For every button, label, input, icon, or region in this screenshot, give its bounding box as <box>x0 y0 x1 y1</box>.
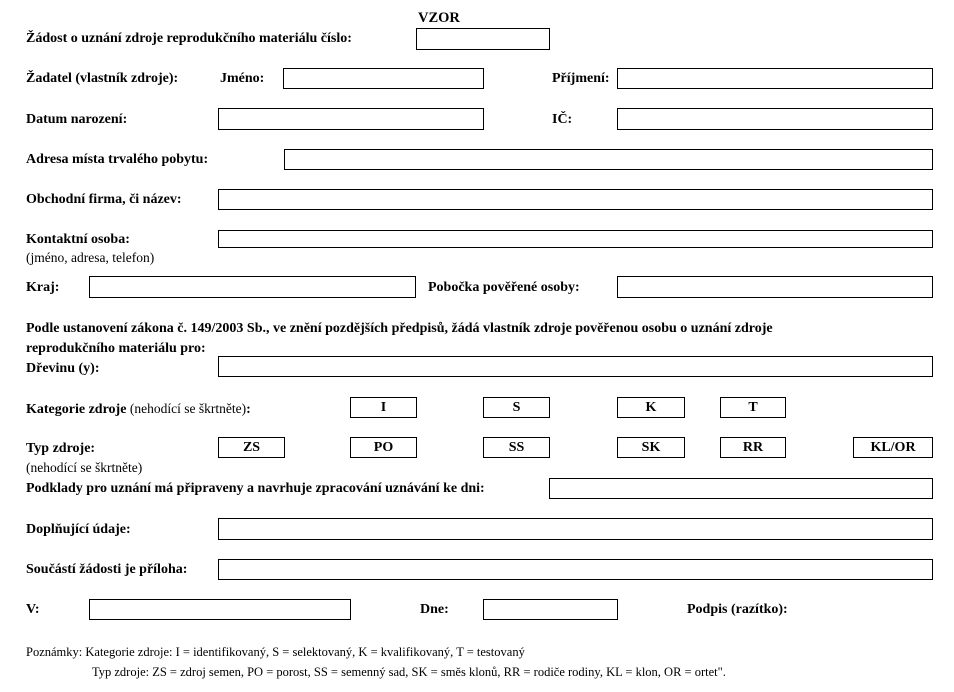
first-name-field[interactable] <box>283 68 484 89</box>
region-label: Kraj: <box>26 280 60 295</box>
type-option-rr[interactable]: RR <box>720 437 786 458</box>
type-option-sk[interactable]: SK <box>617 437 685 458</box>
birth-date-field[interactable] <box>218 108 484 130</box>
request-number-label: Žádost o uznání zdroje reprodukčního materiálu číslo: <box>26 31 352 46</box>
signature-label: Podpis (razítko): <box>687 602 788 617</box>
category-label-main: Kategorie zdroje <box>26 402 127 417</box>
category-option-t[interactable]: T <box>720 397 786 418</box>
business-name-field[interactable] <box>218 189 933 210</box>
category-label-colon: : <box>246 402 251 417</box>
notes-line-1: Poznámky: Kategorie zdroje: I = identifikovaný, S = selektovaný, K = kvalifikovaný, T = testovaný <box>26 645 525 659</box>
documents-label: Podklady pro uznání má připraveny a navrhuje zpracování uznávání ke dni: <box>26 481 485 496</box>
type-option-ss[interactable]: SS <box>483 437 550 458</box>
contact-person-field[interactable] <box>218 230 933 248</box>
date-field[interactable] <box>483 599 618 620</box>
category-option-s[interactable]: S <box>483 397 550 418</box>
birth-date-label: Datum narození: <box>26 112 128 127</box>
contact-person-hint: (jméno, adresa, telefon) <box>26 250 155 265</box>
type-option-po[interactable]: PO <box>350 437 417 458</box>
first-name-label: Jméno: <box>220 71 265 86</box>
sample-stamp: VZOR <box>418 10 460 26</box>
notes-line-2: Typ zdroje: ZS = zdroj semen, PO = porost, SS = semenný sad, SK = směs klonů, RR = rodiče rodiny, KL = klon, OR = ortet". <box>92 665 726 679</box>
category-option-k[interactable]: K <box>617 397 685 418</box>
request-number-field[interactable] <box>416 28 550 50</box>
address-label: Adresa místa trvalého pobytu: <box>26 152 209 167</box>
address-field[interactable] <box>284 149 933 170</box>
last-name-field[interactable] <box>617 68 933 89</box>
source-type-hint: (nehodící se škrtněte) <box>26 460 143 475</box>
place-field[interactable] <box>89 599 351 620</box>
branch-field[interactable] <box>617 276 933 298</box>
documents-date-field[interactable] <box>549 478 933 499</box>
type-option-zs[interactable]: ZS <box>218 437 285 458</box>
law-text-line-1: Podle ustanovení zákona č. 149/2003 Sb., ve znění pozdějších předpisů, žádá vlastník zdroje pověřenou osobu o uznání zdroje <box>26 321 773 336</box>
type-option-kl-or[interactable]: KL/OR <box>853 437 933 458</box>
place-label: V: <box>26 602 40 617</box>
attachment-label: Součástí žádosti je příloha: <box>26 562 188 577</box>
source-type-label: Typ zdroje: <box>26 441 96 456</box>
category-label <box>26 402 251 417</box>
law-text-line-2: reprodukčního materiálu pro: <box>26 341 206 356</box>
last-name-label: Příjmení: <box>552 71 610 86</box>
additional-data-field[interactable] <box>218 518 933 540</box>
species-label: Dřevinu (y): <box>26 361 100 376</box>
region-field[interactable] <box>89 276 416 298</box>
attachment-field[interactable] <box>218 559 933 580</box>
company-id-label: IČ: <box>552 112 573 127</box>
category-label-note: (nehodící se škrtněte) <box>129 401 247 416</box>
additional-data-label: Doplňující údaje: <box>26 522 131 537</box>
category-option-i[interactable]: I <box>350 397 417 418</box>
applicant-label: Žadatel (vlastník zdroje): <box>26 71 179 86</box>
species-field[interactable] <box>218 356 933 377</box>
business-name-label: Obchodní firma, či název: <box>26 192 182 207</box>
date-label: Dne: <box>420 602 449 617</box>
branch-label: Pobočka pověřené osoby: <box>428 280 580 295</box>
company-id-field[interactable] <box>617 108 933 130</box>
contact-person-label: Kontaktní osoba: <box>26 232 130 247</box>
